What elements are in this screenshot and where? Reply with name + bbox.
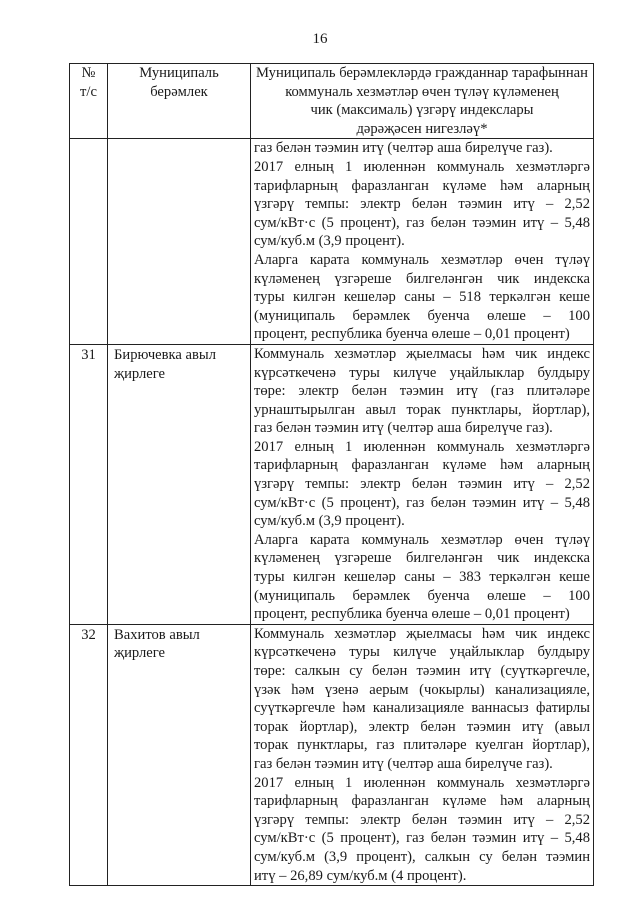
header-description-line: Муниципаль берәмлекләрдә гражданнар тарафыннан xyxy=(256,65,588,81)
description-line: Аларга карата коммуналь хезмәтләр өчен түләү xyxy=(254,251,590,268)
description-line: тарифларның фаразланган күләме һәм аларның xyxy=(254,793,590,810)
description-line: (муниципаль берәмлек буенча өлеше – 100 xyxy=(254,587,590,604)
description-line: торак пунктлары, газ плитәләре куелган йортлар), xyxy=(254,737,590,754)
row-number: 31 xyxy=(70,344,108,624)
description-line: 2017 елның 1 июленнән коммуналь хезмәтләргә xyxy=(254,774,590,791)
tariff-table xyxy=(69,63,594,886)
description-line: күрсәткеченә туры килүче уңайлыклар булдыру xyxy=(254,364,590,381)
header-description-line: чик (максималь) үзгәрү индекслары xyxy=(310,102,534,119)
description-line: процент, республика буенча өлеше – 0,01 процент) xyxy=(254,326,570,343)
header-number-line: № xyxy=(81,65,96,81)
description-line: тарифларның фаразланган күләме һәм аларның xyxy=(254,177,590,194)
description-paragraph xyxy=(254,139,590,158)
description-line: туры килгән кешеләр саны – 383 теркәлгән кеше xyxy=(254,569,590,586)
description-line: торак йортлар), электр белән тәэмин итү (авыл xyxy=(254,718,590,735)
description-line: сум/кВт·с (5 процент), газ белән тәэмин итү – 5,48 xyxy=(254,214,590,231)
header-description-line: дәрәҗәсен нигезләү* xyxy=(356,120,488,137)
description-paragraph xyxy=(254,531,590,624)
description-line: күләменең үзгәреше билгеләнгән чик индекска xyxy=(254,550,590,567)
row-number: 32 xyxy=(70,624,108,885)
row-municipality xyxy=(108,139,251,345)
description-line: газ белән тәэмин итү (челтәр аша бирелүче газ). xyxy=(254,420,553,437)
description-line: 2017 елның 1 июленнән коммуналь хезмәтләргә xyxy=(254,158,590,175)
table-row xyxy=(70,624,594,885)
header-number xyxy=(70,64,108,139)
description-line: итү – 26,89 сум/куб.м (4 процент). xyxy=(254,867,467,884)
row-description xyxy=(251,139,594,345)
header-municipality xyxy=(108,64,251,139)
header-municipality-line: Муниципаль xyxy=(139,65,219,81)
description-line: үзәк һәм үзенә аерым (чокырлы) канализацияле, xyxy=(254,681,590,698)
table-row xyxy=(70,139,594,345)
description-line: урнаштырылган авыл торак пунктлары, йортлар), xyxy=(254,401,590,418)
description-line: Аларга карата коммуналь хезмәтләр өчен түләү xyxy=(254,531,590,548)
description-line: сум/куб.м (3,9 процент), салкын су белән тәэмин xyxy=(254,848,590,865)
description-line: газ белән тәэмин итү (челтәр аша бирелүче газ). xyxy=(254,755,553,772)
page-number: 16 xyxy=(312,31,328,47)
row-description xyxy=(251,344,594,624)
table-row xyxy=(70,344,594,624)
row-number xyxy=(70,139,108,345)
description-line: үзгәрү темпы: электр белән тәэмин итү – 2,52 xyxy=(254,476,590,493)
header-municipality-line: берәмлек xyxy=(150,83,208,100)
description-line: төре: электр белән тәэмин итү (газ плитәләре xyxy=(254,383,590,400)
description-line: Коммуналь хезмәтләр җыелмасы һәм чик индекс xyxy=(254,625,590,642)
description-paragraph xyxy=(254,345,590,438)
header-number-line: т/с xyxy=(80,83,97,100)
description-line: (муниципаль берәмлек буенча өлеше – 100 xyxy=(254,307,590,324)
description-line: процент, республика буенча өлеше – 0,01 процент) xyxy=(254,606,570,623)
header-description xyxy=(251,64,594,139)
description-line: газ белән тәэмин итү (челтәр аша бирелүче газ). xyxy=(254,140,553,157)
description-line: күләменең үзгәреше билгеләнгән чик индекска xyxy=(254,270,590,287)
description-line: күрсәткеченә туры килүче уңайлыклар булдыру xyxy=(254,644,590,661)
header-description-line: коммуналь хезмәтләр өчен түләү күләменең xyxy=(285,83,559,100)
description-paragraph xyxy=(254,625,590,774)
description-paragraph xyxy=(254,251,590,344)
row-municipality: Вахитов авыл җирлеге xyxy=(108,624,251,885)
description-paragraph xyxy=(254,158,590,251)
description-line: сум/кВт·с (5 процент), газ белән тәэмин итү – 5,48 xyxy=(254,830,590,847)
description-line: сум/куб.м (3,9 процент). xyxy=(254,513,405,530)
description-paragraph xyxy=(254,774,590,886)
description-line: суүткәргечле һәм канализацияле ваннасыз фатирлы xyxy=(254,700,590,717)
description-line: тарифларның фаразланган күләме һәм аларның xyxy=(254,457,590,474)
description-line: сум/кВт·с (5 процент), газ белән тәэмин итү – 5,48 xyxy=(254,494,590,511)
description-line: Коммуналь хезмәтләр җыелмасы һәм чик индекс xyxy=(254,345,590,362)
description-line: үзгәрү темпы: электр белән тәэмин итү – 2,52 xyxy=(254,196,590,213)
description-line: сум/куб.м (3,9 процент). xyxy=(254,233,405,250)
table-header-row xyxy=(70,64,594,139)
description-line: туры килгән кешеләр саны – 518 теркәлгән кеше xyxy=(254,289,590,306)
row-municipality: Бирючевка авыл җирлеге xyxy=(108,344,251,624)
description-line: төре: салкын су белән тәэмин итү (суүткәргечле, xyxy=(254,663,590,679)
row-description xyxy=(251,624,594,885)
description-paragraph xyxy=(254,438,590,531)
description-line: үзгәрү темпы: электр белән тәэмин итү – 2,52 xyxy=(254,811,590,828)
description-line: 2017 елның 1 июленнән коммуналь хезмәтләргә xyxy=(254,438,590,455)
